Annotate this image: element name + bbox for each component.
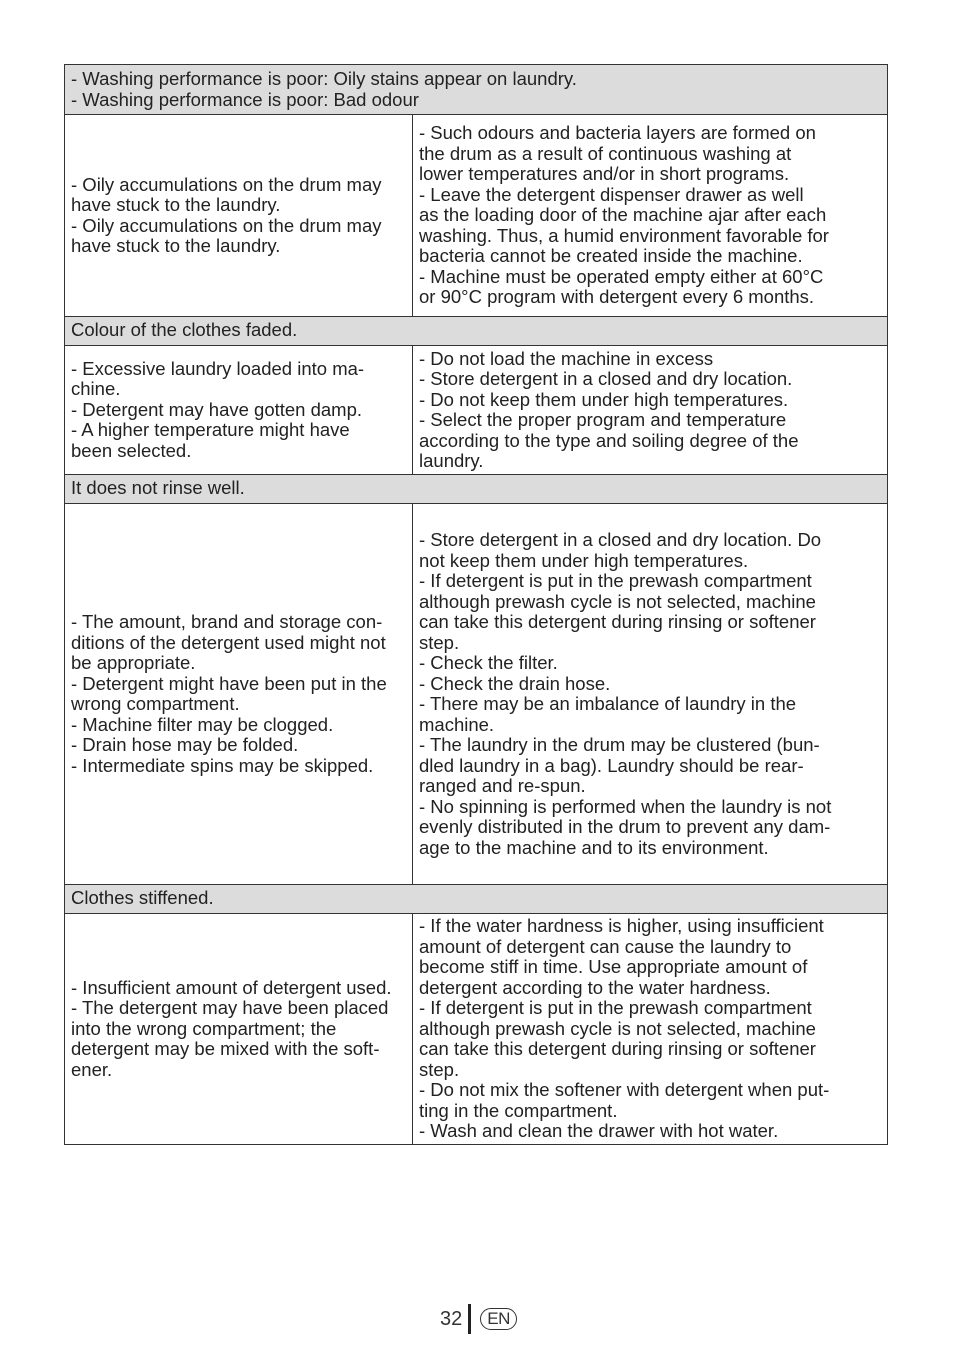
remedy-cell (413, 914, 888, 1145)
cause-cell (65, 914, 413, 1145)
remedy-line: or 90°C program with detergent every 6 months. (419, 286, 815, 308)
remedy-line: - Wash and clean the drawer with hot water. (419, 1120, 779, 1142)
page-footer (440, 1304, 517, 1334)
remedy-line: can take this detergent during rinsing or softener (419, 1038, 816, 1060)
cause-line: - Excessive laundry loaded into ma- (71, 357, 365, 379)
remedy-line: - If the water hardness is higher, using insufficient (419, 915, 824, 937)
remedy-line: - Do not mix the softener with detergent when put- (419, 1079, 830, 1101)
cause-line: - The amount, brand and storage con- (71, 611, 383, 632)
cause-line: - Intermediate spins may be skipped. (71, 754, 374, 776)
cause-line: detergent may be mixed with the soft- (71, 1038, 380, 1060)
remedy-line: step. (419, 1058, 460, 1080)
remedy-line: - No spinning is performed when the laundry is not (419, 795, 832, 817)
remedy-line: - Do not load the machine in excess (419, 347, 714, 369)
problem-line: Clothes stiffened. (71, 887, 214, 908)
remedy-line: although prewash cycle is not selected, machine (419, 590, 816, 612)
remedy-line: - The laundry in the drum may be clustered (bun- (419, 734, 820, 755)
remedy-line: age to the machine and to its environment. (419, 836, 769, 858)
problem-line: Colour of the clothes faded. (71, 319, 298, 340)
remedy-line: ranged and re-spun. (419, 775, 586, 796)
remedy-line: laundry. (419, 450, 484, 471)
remedy-line: according to the type and soiling degree of the (419, 429, 799, 451)
cause-line: - Machine filter may be clogged. (71, 713, 334, 735)
section-header-row (65, 475, 888, 504)
remedy-cell (413, 115, 888, 317)
section-header-row (65, 885, 888, 914)
remedy-line: - Do not keep them under high temperatures. (419, 388, 789, 410)
cause-cell (65, 115, 413, 317)
remedy-line: lower temperatures and/or in short programs. (419, 163, 790, 185)
remedy-cell (413, 346, 888, 475)
language-badge: EN (480, 1308, 517, 1330)
problem-title (65, 317, 888, 346)
remedy-line: step. (419, 631, 460, 653)
cause-cell (65, 346, 413, 475)
page-number: 32 (440, 1307, 463, 1330)
cause-line: - Drain hose may be folded. (71, 734, 299, 755)
remedy-line: - Store detergent in a closed and dry location. (419, 368, 793, 389)
remedy-line: - Machine must be operated empty either at 60°C (419, 265, 824, 287)
section-body-row (65, 504, 888, 885)
cause-line: have stuck to the laundry. (71, 235, 281, 256)
cause-line: - A higher temperature might have (71, 419, 350, 441)
problem-line: - Washing performance is poor: Bad odour (71, 88, 419, 110)
problem-title (65, 475, 888, 504)
remedy-line: - There may be an imbalance of laundry in the (419, 693, 797, 714)
remedy-line: although prewash cycle is not selected, machine (419, 1017, 816, 1039)
remedy-line: amount of detergent can cause the laundry to (419, 935, 792, 957)
footer-divider (468, 1304, 471, 1334)
cause-line: - Detergent might have been put in the (71, 672, 387, 694)
cause-line: chine. (71, 378, 121, 400)
cause-line: wrong compartment. (71, 693, 240, 714)
cause-line: - Detergent may have gotten damp. (71, 398, 363, 420)
remedy-line: evenly distributed in the drum to prevent any dam- (419, 816, 831, 837)
remedy-line: become stiff in time. Use appropriate amount of (419, 956, 808, 978)
section-header-row (65, 65, 888, 115)
section-body-row (65, 115, 888, 317)
remedy-line: detergent according to the water hardness. (419, 976, 771, 998)
remedy-line: - Check the drain hose. (419, 672, 611, 694)
troubleshooting-table (64, 64, 888, 1145)
problem-line: - Washing performance is poor: Oily stains appear on laundry. (71, 68, 577, 89)
cause-line: have stuck to the laundry. (71, 194, 281, 215)
remedy-line: - Store detergent in a closed and dry location. Do (419, 529, 822, 550)
cause-cell (65, 504, 413, 885)
section-body-row (65, 346, 888, 475)
remedy-line: can take this detergent during rinsing or softener (419, 611, 816, 632)
problem-title (65, 65, 888, 115)
remedy-line: machine. (419, 713, 495, 735)
cause-line: - Oily accumulations on the drum may (71, 173, 382, 195)
cause-line: be appropriate. (71, 652, 196, 673)
remedy-line: dled laundry in a bag). Laundry should be rear- (419, 754, 804, 776)
problem-title (65, 885, 888, 914)
problem-line: It does not rinse well. (71, 477, 245, 498)
cause-line: ener. (71, 1058, 113, 1080)
remedy-line: - Such odours and bacteria layers are formed on (419, 122, 816, 144)
remedy-line: not keep them under high temperatures. (419, 549, 749, 571)
remedy-line: - If detergent is put in the prewash compartment (419, 997, 812, 1019)
remedy-line: - If detergent is put in the prewash compartment (419, 570, 812, 591)
cause-line: into the wrong compartment; the (71, 1017, 337, 1039)
cause-line: - Insufficient amount of detergent used. (71, 976, 392, 998)
section-body-row (65, 914, 888, 1145)
cause-line: been selected. (71, 439, 192, 461)
remedy-line: - Select the proper program and temperature (419, 409, 787, 430)
cause-line: - Oily accumulations on the drum may (71, 214, 382, 236)
remedy-line: ting in the compartment. (419, 1099, 618, 1121)
remedy-line: washing. Thus, a humid environment favorable for (419, 224, 829, 246)
cause-line: ditions of the detergent used might not (71, 631, 386, 653)
remedy-line: bacteria cannot be created inside the machine. (419, 245, 803, 267)
remedy-line: the drum as a result of continuous washing at (419, 142, 792, 164)
remedy-cell (413, 504, 888, 885)
remedy-line: - Leave the detergent dispenser drawer as well (419, 183, 804, 205)
remedy-line: as the loading door of the machine ajar after each (419, 204, 827, 226)
remedy-line: - Check the filter. (419, 652, 558, 673)
section-header-row (65, 317, 888, 346)
cause-line: - The detergent may have been placed (71, 997, 389, 1019)
